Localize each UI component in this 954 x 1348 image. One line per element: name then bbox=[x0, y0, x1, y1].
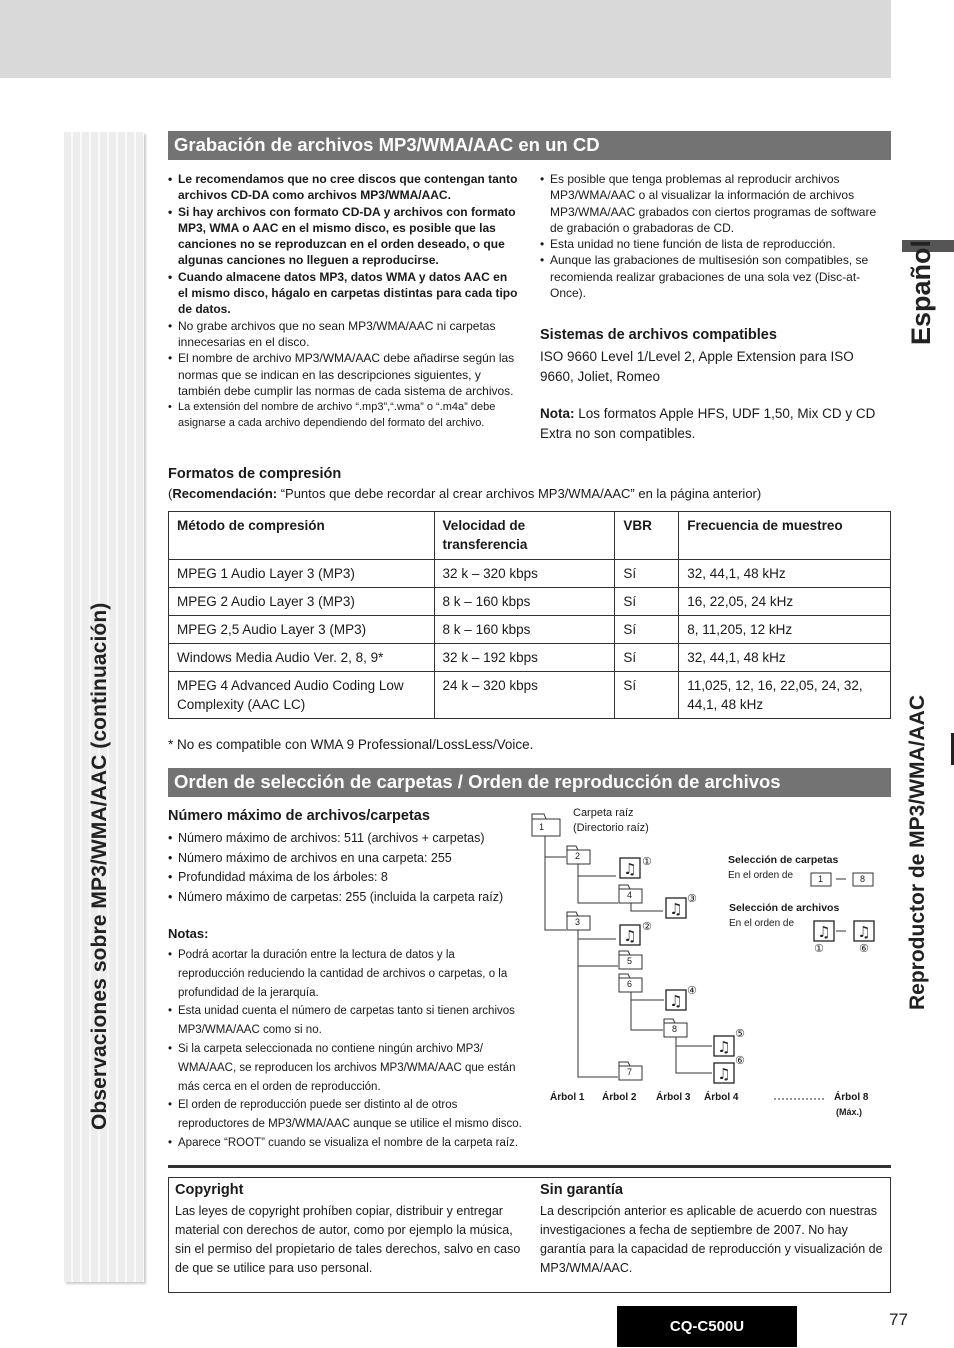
compression-formats-table bbox=[168, 511, 891, 719]
file-number: ⑤ bbox=[735, 1028, 745, 1040]
list-item: • No grabe archivos que no sean MP3/WMA/AAC ni carpetas innecesarias en el disco. bbox=[168, 318, 520, 351]
root-folder-sublabel: (Directorio raíz) bbox=[573, 822, 649, 834]
table-row bbox=[169, 672, 891, 719]
table-row bbox=[169, 616, 891, 644]
folder-number: 1 bbox=[539, 822, 545, 832]
list-item: • Número máximo de archivos: 511 (archivos + carpetas) bbox=[168, 829, 524, 849]
tree-level-label: Árbol 4 bbox=[704, 1092, 739, 1103]
file-selection-to: ⑥ bbox=[859, 943, 869, 955]
formats-heading: Formatos de compresión bbox=[168, 466, 342, 482]
table-cell: 8 k – 160 kbps bbox=[434, 588, 615, 616]
svg-text:♫: ♫ bbox=[623, 860, 637, 878]
table-cell: 32 k – 192 kbps bbox=[434, 644, 615, 672]
section-heading-recording: Grabación de archivos MP3/WMA/AAC en un CD bbox=[168, 131, 891, 160]
file-number: ③ bbox=[687, 893, 697, 905]
tree-level-label: Árbol 2 bbox=[602, 1092, 637, 1103]
folder-number: 4 bbox=[627, 890, 633, 900]
list-item: • Le recomendamos que no cree discos que contengan tanto archivos CD-DA como archivos MP3/WMA/AAC. bbox=[168, 171, 520, 204]
page-number: 77 bbox=[889, 1310, 908, 1329]
list-item: • Si la carpeta seleccionada no contiene ningún archivo MP3/ WMA/AAC, se reproducen los archivos MP3/WMA/AAC que están más cerca en el orden de reproducción. bbox=[168, 1040, 524, 1096]
tree-level-max-label: (Máx.) bbox=[836, 1107, 863, 1117]
section-tab: Reproductor de MP3/WMA/AAC bbox=[906, 695, 929, 1010]
table-cell: MPEG 2 Audio Layer 3 (MP3) bbox=[169, 588, 435, 616]
list-item: • La extensión del nombre de archivo “.mp3”,“.wma” o “.m4a” debe asignarse a cada archivo dependiendo del formato del archivo. bbox=[168, 399, 520, 431]
table-row bbox=[169, 588, 891, 616]
folder-tree-diagram bbox=[526, 800, 891, 1130]
list-item: • Si hay archivos con formato CD-DA y archivos con formato MP3, WMA o AAC en el mismo disco, es posible que las canciones no se reproduzcan en el orden deseado, o que algunas canciones no lleguen a reproducirse. bbox=[168, 204, 520, 269]
svg-text:♫: ♫ bbox=[817, 923, 831, 941]
recording-right-column bbox=[540, 171, 892, 301]
filesystems-note bbox=[540, 404, 890, 443]
table-cell: Windows Media Audio Ver. 2, 8, 9* bbox=[169, 644, 435, 672]
table-header-row bbox=[169, 512, 891, 560]
recommendation-label: Recomendación: bbox=[172, 486, 278, 501]
section-divider bbox=[168, 1165, 891, 1168]
column-header: Velocidad de transferencia bbox=[434, 512, 615, 560]
svg-text:♫: ♫ bbox=[857, 923, 871, 941]
notes-heading: Notas: bbox=[168, 926, 209, 941]
table-cell: Sí bbox=[615, 644, 679, 672]
copyright-heading: Copyright bbox=[175, 1182, 244, 1198]
table-cell: Sí bbox=[615, 616, 679, 644]
table-cell: MPEG 4 Advanced Audio Coding Low Complexity (AAC LC) bbox=[169, 672, 435, 719]
recommendation-text: “Puntos que debe recordar al crear archivos MP3/WMA/AAC” en la página anterior) bbox=[277, 486, 762, 501]
list-item: • Es posible que tenga problemas al reproducir archivos MP3/WMA/AAC o al visualizar la información de archivos MP3/WMA/AAC grabados con ciertos programas de software de grabación o grabadoras de CD. bbox=[540, 171, 892, 236]
svg-text:♫: ♫ bbox=[717, 1065, 731, 1083]
note-glyphs bbox=[623, 860, 870, 1083]
paren-open: ( bbox=[168, 486, 173, 501]
table-row bbox=[169, 644, 891, 672]
list-item: • Número máximo de carpetas: 255 (incluida la carpeta raíz) bbox=[168, 888, 524, 908]
table-cell: 16, 22,05, 24 kHz bbox=[679, 588, 891, 616]
warranty-text: La descripción anterior es aplicable de acuerdo con nuestras investigaciones a fecha de septiembre de 2007. No hay garantía para la capacidad de reproducción y visualización de MP3/WMA/AAC. bbox=[540, 1204, 883, 1275]
list-item: • Número máximo de archivos en una carpeta: 255 bbox=[168, 849, 524, 869]
table-cell: 8, 11,205, 12 kHz bbox=[679, 616, 891, 644]
column-header: Frecuencia de muestreo bbox=[679, 512, 891, 560]
svg-text:♫: ♫ bbox=[717, 1038, 731, 1056]
filesystems-heading: Sistemas de archivos compatibles bbox=[540, 327, 777, 343]
max-files-list bbox=[168, 829, 524, 907]
list-item: • El nombre de archivo MP3/WMA/AAC debe añadirse según las normas que se indican en las descripciones siguientes, y también debe cumplir las normas de cada sistema de archivos. bbox=[168, 350, 520, 399]
model-badge: CQ-C500U bbox=[617, 1306, 797, 1347]
table-cell: 8 k – 160 kbps bbox=[434, 616, 615, 644]
list-item: • Esta unidad no tiene función de lista de reproducción. bbox=[540, 236, 892, 252]
folder-number: 7 bbox=[627, 1067, 633, 1077]
folder-selection-text: En el orden de bbox=[728, 870, 794, 881]
language-tab: Español bbox=[906, 239, 936, 345]
warranty-heading: Sin garantía bbox=[540, 1182, 623, 1198]
top-header-band bbox=[0, 0, 891, 78]
svg-text:♫: ♫ bbox=[669, 900, 683, 918]
tree-level-label: Árbol 8 bbox=[834, 1092, 869, 1103]
table-cell: 24 k – 320 kbps bbox=[434, 672, 615, 719]
folder-number: 8 bbox=[672, 1024, 678, 1034]
table-cell: Sí bbox=[615, 588, 679, 616]
table-cell: MPEG 2,5 Audio Layer 3 (MP3) bbox=[169, 616, 435, 644]
folder-selection-title: Selección de carpetas bbox=[728, 854, 839, 866]
folder-selection-to: 8 bbox=[860, 874, 866, 884]
list-item: • Cuando almacene datos MP3, datos WMA y datos AAC en el mismo disco, hágalo en carpetas distintas para cada tipo de datos. bbox=[168, 269, 520, 318]
list-item: • Aparece “ROOT” cuando se visualiza el nombre de la carpeta raíz. bbox=[168, 1134, 524, 1153]
section-heading-order: Orden de selección de carpetas / Orden de reproducción de archivos bbox=[168, 768, 891, 797]
table-cell: Sí bbox=[615, 560, 679, 588]
tree-level-label: Árbol 3 bbox=[656, 1092, 691, 1103]
list-item: • Profundidad máxima de los árboles: 8 bbox=[168, 868, 524, 888]
folder-number: 3 bbox=[575, 917, 581, 927]
folder-selection-from: 1 bbox=[818, 874, 824, 884]
table-cell: MPEG 1 Audio Layer 3 (MP3) bbox=[169, 560, 435, 588]
table-cell: Sí bbox=[615, 672, 679, 719]
file-selection-title: Selección de archivos bbox=[729, 902, 840, 914]
file-selection-from: ① bbox=[814, 943, 824, 955]
file-selection-text: En el orden de bbox=[729, 918, 795, 929]
left-vertical-title: Observaciones sobre MP3/WMA/AAC (continuación) bbox=[88, 602, 111, 1130]
formats-recommendation bbox=[168, 484, 891, 504]
copyright-text: Las leyes de copyright prohíben copiar, distribuir y entregar material con derechos de autor, como por ejemplo la música, sin el permiso del propietario de tales derechos, salvo en caso de que se utilice para uso personal. bbox=[175, 1204, 521, 1275]
table-cell: 32, 44,1, 48 kHz bbox=[679, 560, 891, 588]
filesystems-text: ISO 9660 Level 1/Level 2, Apple Extension para ISO 9660, Joliet, Romeo bbox=[540, 349, 854, 384]
column-header: VBR bbox=[615, 512, 679, 560]
table-cell: 32, 44,1, 48 kHz bbox=[679, 644, 891, 672]
svg-text:♫: ♫ bbox=[623, 927, 637, 945]
tree-level-label: Árbol 1 bbox=[550, 1092, 585, 1103]
notes-list bbox=[168, 946, 524, 1153]
file-number: ② bbox=[642, 921, 652, 933]
table-cell: 11,025, 12, 16, 22,05, 24, 32, 44,1, 48 kHz bbox=[679, 672, 891, 719]
list-item: • El orden de reproducción puede ser distinto al de otros reproductores de MP3/WMA/AAC aunque se utilice el mismo disco. bbox=[168, 1096, 524, 1134]
table-row bbox=[169, 560, 891, 588]
file-number: ④ bbox=[687, 985, 697, 997]
table-cell: 32 k – 320 kbps bbox=[434, 560, 615, 588]
table-footnote: * No es compatible con WMA 9 Professional/LossLess/Voice. bbox=[168, 737, 534, 752]
file-number: ⑥ bbox=[735, 1055, 745, 1067]
folder-number: 2 bbox=[575, 851, 581, 861]
note-label: Nota: bbox=[540, 406, 575, 421]
column-header: Método de compresión bbox=[169, 512, 435, 560]
folder-number: 6 bbox=[627, 979, 633, 989]
note-text: Los formatos Apple HFS, UDF 1,50, Mix CD y CD Extra no son compatibles. bbox=[540, 406, 876, 441]
file-icons bbox=[620, 858, 874, 1083]
list-item: • Aunque las grabaciones de multisesión son compatibles, se recomienda realizar grabaciones de una sola vez (Disc-at-Once). bbox=[540, 252, 892, 301]
list-item: • Podrá acortar la duración entre la lectura de datos y la reproducción reduciendo la cantidad de archivos o carpetas, o la profundidad de la jerarquía. bbox=[168, 946, 524, 1002]
recording-left-column bbox=[168, 171, 520, 431]
list-item: • Esta unidad cuenta el número de carpetas tanto si tienen archivos MP3/WMA/AAC como si no. bbox=[168, 1002, 524, 1040]
folder-number: 5 bbox=[627, 956, 633, 966]
svg-text:♫: ♫ bbox=[669, 992, 683, 1010]
tree-lines bbox=[526, 800, 891, 1130]
file-number: ① bbox=[642, 856, 652, 868]
max-files-heading: Número máximo de archivos/carpetas bbox=[168, 808, 430, 824]
root-folder-label: Carpeta raíz bbox=[573, 807, 634, 819]
